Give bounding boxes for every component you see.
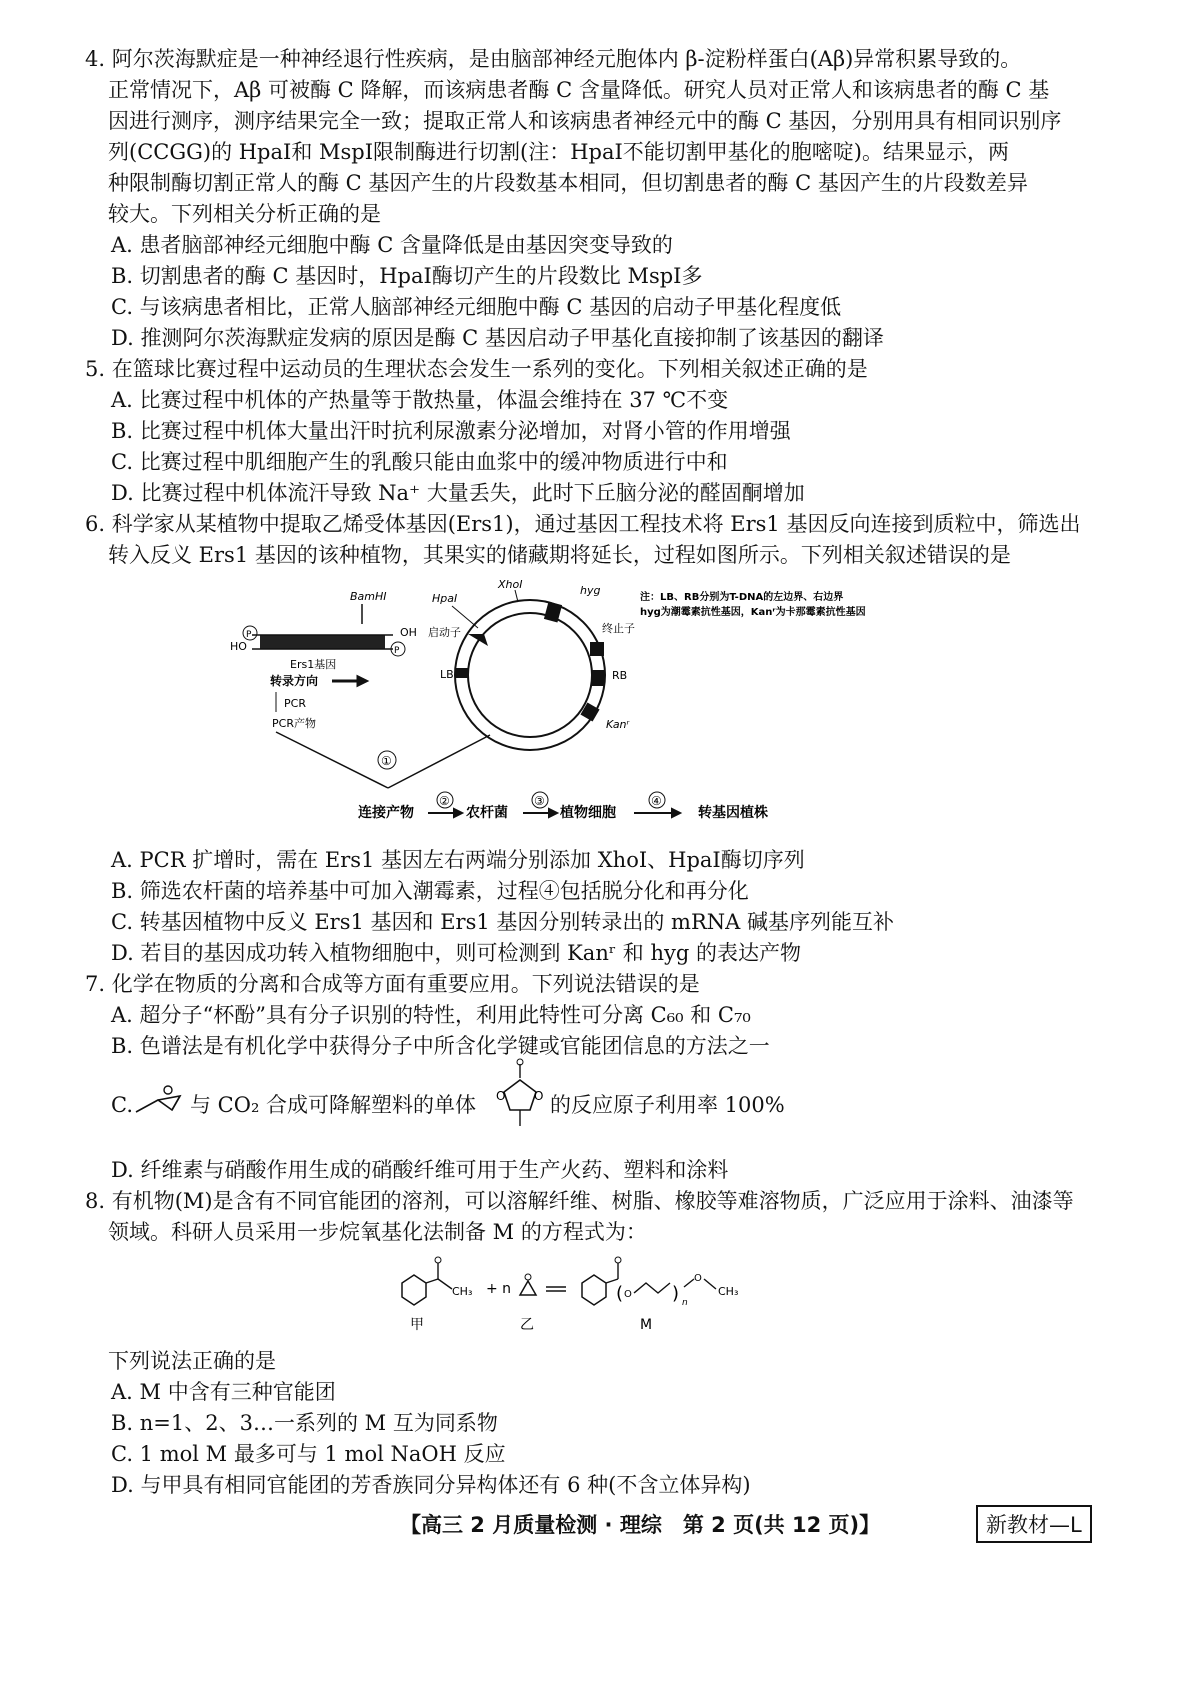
q7-option-a: A. 超分子“杯酚”具有分子识别的特性，利用此特性可分离 C₆₀ 和 C₇₀ bbox=[111, 1003, 751, 1027]
q4-stem-line6: 较大。下列相关分析正确的是 bbox=[108, 202, 381, 226]
propylene-oxide-structure bbox=[132, 1078, 192, 1118]
promoter-arrow bbox=[468, 634, 488, 646]
p-right-label: P bbox=[394, 646, 400, 656]
promoter-label: 启动子 bbox=[428, 626, 461, 639]
p-left-label: P bbox=[246, 630, 252, 640]
q4-stem-line1: 4. 阿尔茨海默症是一种神经退行性疾病，是由脑部神经元胞体内 β-淀粉样蛋白(Aβ)异常积累导致的。 bbox=[85, 47, 1022, 71]
pcr-label: PCR bbox=[284, 697, 306, 710]
note-line2: hyg为潮霉素抗性基因，Kanʳ为卡那霉素抗性基因 bbox=[640, 607, 866, 618]
q4-option-a: A. 患者脑部神经元细胞中酶 C 含量降低是由基因突变导致的 bbox=[111, 233, 673, 257]
kan-label: Kanʳ bbox=[606, 718, 630, 731]
hyg-label: hyg bbox=[580, 584, 601, 597]
label-jia: 甲 bbox=[410, 1317, 424, 1333]
plasmid-outer bbox=[455, 600, 605, 750]
hpa-label: HpaⅠ bbox=[432, 592, 458, 605]
q6-option-a: A. PCR 扩增时，需在 Ers1 基因左右两端分别添加 XhoⅠ、HpaⅠ酶切序列 bbox=[111, 848, 805, 872]
lb-block bbox=[455, 668, 469, 678]
q7-option-d: D. 纤维素与硝酸作用生成的硝酸纤维可用于生产火药、塑料和涂料 bbox=[111, 1158, 729, 1182]
reaction-equation bbox=[390, 1255, 840, 1335]
q5-stem: 5. 在篮球比赛过程中运动员的生理状态会发生一系列的变化。下列相关叙述正确的是 bbox=[85, 357, 868, 381]
q7-option-c-middle: 与 CO₂ 合成可降解塑料的单体 bbox=[190, 1093, 477, 1117]
q7-option-b: B. 色谱法是有机化学中获得分子中所含化学键或官能团信息的方法之一 bbox=[111, 1034, 770, 1058]
q4-option-b: B. 切割患者的酶 C 基因时，HpaⅠ酶切产生的片段数比 MspⅠ多 bbox=[111, 264, 703, 288]
note-line1: 注：LB、RB分别为T-DNA的左边界、右边界 bbox=[640, 592, 844, 603]
label-m: M bbox=[640, 1317, 653, 1333]
plasmid-inner bbox=[468, 613, 592, 737]
edition-badge: 新教材—L bbox=[976, 1505, 1092, 1543]
transcription-direction-label: 转录方向 bbox=[270, 674, 319, 688]
q6-option-c: C. 转基因植物中反义 Ers1 基因和 Ers1 基因分别转录出的 mRNA 碱基序列能互补 bbox=[111, 910, 894, 934]
subscript-n: n bbox=[682, 1298, 688, 1308]
bracket-open: ( bbox=[616, 1283, 624, 1304]
ligation-product-label: 连接产物 bbox=[358, 805, 414, 821]
q7-option-c-end: 的反应原子利用率 100% bbox=[550, 1093, 785, 1117]
q5-option-b: B. 比赛过程中机体大量出汗时抗利尿激素分泌增加，对肾小管的作用增强 bbox=[111, 419, 791, 443]
q4-stem-line3: 因进行测序，测序结果完全一致；提取正常人和该病患者神经元中的酶 C 基因，分别用具有相同识别序 bbox=[108, 109, 1062, 133]
q5-option-d: D. 比赛过程中机体流汗导致 Na⁺ 大量丢失，此时下丘脑分泌的醛固酮增加 bbox=[111, 481, 805, 505]
terminator-block bbox=[590, 642, 604, 656]
step3-label: ③ bbox=[534, 794, 545, 808]
q7-option-c-label: C. bbox=[111, 1093, 133, 1117]
xho-label: XhoⅠ bbox=[498, 578, 523, 591]
q8-option-b: B. n=1、2、3…一系列的 M 互为同系物 bbox=[111, 1411, 498, 1435]
terminator-label: 终止子 bbox=[602, 622, 635, 635]
step4-label: ④ bbox=[651, 794, 662, 808]
q8-option-a: A. M 中含有三种官能团 bbox=[111, 1380, 336, 1404]
agrobacterium-label: 农杆菌 bbox=[466, 805, 508, 821]
q8-stem-line2: 领域。科研人员采用一步烷氧基化法制备 M 的方程式为： bbox=[108, 1220, 647, 1244]
step2-label: ② bbox=[439, 794, 450, 808]
ho-label: HO bbox=[230, 640, 247, 653]
ether-o-1: O bbox=[624, 1289, 632, 1300]
q4-option-c: C. 与该病患者相比，正常人脑部神经元细胞中酶 C 基因的启动子甲基化程度低 bbox=[111, 295, 842, 319]
q8-option-c: C. 1 mol M 最多可与 1 mol NaOH 反应 bbox=[111, 1442, 506, 1466]
rb-label: RB bbox=[612, 669, 628, 682]
bracket-close: ) bbox=[672, 1283, 680, 1304]
ether-o-2: O bbox=[694, 1273, 702, 1284]
q6-stem-line1: 6. 科学家从某植物中提取乙烯受体基因(Ers1)，通过基因工程技术将 Ers1 基因反向连接到质粒中，筛选出 bbox=[85, 512, 1081, 536]
transgenic-plant-label: 转基因植株 bbox=[698, 805, 768, 821]
svg-text:O: O bbox=[496, 1089, 506, 1103]
plus-n: + n bbox=[486, 1281, 512, 1297]
bamh-label: BamHⅠ bbox=[350, 590, 387, 603]
epoxide-ring bbox=[520, 1281, 536, 1295]
page-footer: 【高三 2 月质量检测 · 理综 第 2 页(共 12 页)】 bbox=[400, 1513, 881, 1537]
oh-label: OH bbox=[400, 626, 417, 639]
q6-stem-line2: 转入反义 Ers1 基因的该种植物，其果实的储藏期将延长，过程如图所示。下列相关叙述错误的是 bbox=[108, 543, 1011, 567]
pcr-product-label: PCR产物 bbox=[272, 717, 316, 730]
q8-option-d: D. 与甲具有相同官能团的芳香族同分异构体还有 6 种(不含立体异构) bbox=[111, 1473, 751, 1497]
direction-arrow bbox=[332, 677, 366, 685]
label-yi: 乙 bbox=[520, 1317, 534, 1333]
plant-cell-label: 植物细胞 bbox=[560, 805, 616, 821]
rb-block bbox=[591, 670, 605, 686]
q7-stem: 7. 化学在物质的分离和合成等方面有重要应用。下列说法错误的是 bbox=[85, 972, 700, 996]
q6-option-b: B. 筛选农杆菌的培养基中可加入潮霉素，过程④包括脱分化和再分化 bbox=[111, 879, 749, 903]
methyl-a: CH₃ bbox=[452, 1285, 473, 1298]
cyclic-carbonate-structure bbox=[490, 1058, 552, 1138]
q4-stem-line5: 种限制酶切割正常人的酶 C 基因产生的片段数基本相同，但切割患者的酶 C 基因产生的片段数差异 bbox=[108, 171, 1028, 195]
gene-engineering-figure bbox=[230, 578, 960, 840]
q8-question: 下列说法正确的是 bbox=[108, 1349, 276, 1373]
step1-label: ① bbox=[381, 754, 392, 768]
q4-option-d: D. 推测阿尔茨海默症发病的原因是酶 C 基因启动子甲基化直接抑制了该基因的翻译 bbox=[111, 326, 884, 350]
q5-option-c: C. 比赛过程中肌细胞产生的乳酸只能由血浆中的缓冲物质进行中和 bbox=[111, 450, 728, 474]
q8-stem-line1: 8. 有机物(M)是含有不同官能团的溶剂，可以溶解纤维、树脂、橡胶等难溶物质，广泛应用于涂料、油漆等 bbox=[85, 1189, 1074, 1213]
benzene-ring-m bbox=[582, 1275, 606, 1305]
methyl-m: CH₃ bbox=[718, 1285, 739, 1298]
benzene-ring-a bbox=[402, 1275, 426, 1305]
q4-stem-line4: 列(CCGG)的 HpaⅠ和 MspⅠ限制酶进行切割(注：HpaⅠ不能切割甲基化的胞嘧啶)。结果显示，两 bbox=[108, 140, 1009, 164]
q4-stem-line2: 正常情况下，Aβ 可被酶 C 降解，而该病患者酶 C 含量降低。研究人员对正常人和该病患者的酶 C 基 bbox=[108, 78, 1050, 102]
ers1-gene-block bbox=[260, 635, 385, 649]
q6-option-d: D. 若目的基因成功转入植物细胞中，则可检测到 Kanʳ 和 hyg 的表达产物 bbox=[111, 941, 801, 965]
q5-option-a: A. 比赛过程中机体的产热量等于散热量，体温会维持在 37 ℃不变 bbox=[111, 388, 729, 412]
lb-label: LB bbox=[440, 668, 454, 681]
svg-text:O: O bbox=[534, 1089, 544, 1103]
ers1-gene-label: Ers1基因 bbox=[290, 658, 337, 671]
